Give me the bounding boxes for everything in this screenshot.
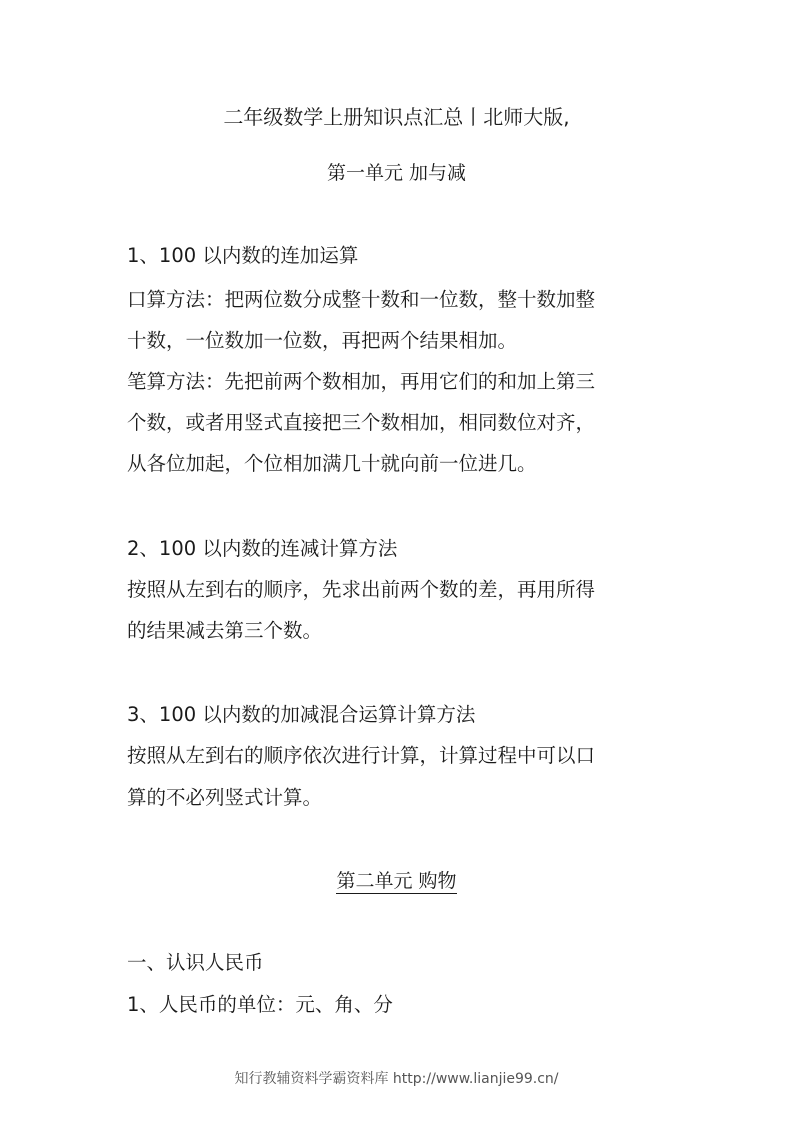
paragraph-line: 按照从左到右的顺序依次进行计算，计算过程中可以口 <box>127 744 596 767</box>
page-footer: 知行教辅资料学霸资料库 http://www.lianjie99.cn/ <box>234 1071 559 1087</box>
paragraph-line: 算的不必列竖式计算。 <box>127 786 323 809</box>
paragraph-line: 个数，或者用竖式直接把三个数相加，相同数位对齐， <box>127 411 596 434</box>
unit-2-heading-text: 第二单元 购物 <box>336 870 457 892</box>
paragraph-line: 的结果减去第三个数。 <box>127 619 323 642</box>
document-title: 二年级数学上册知识点汇总丨北师大版, <box>223 105 570 129</box>
section-1-heading: 1、100 以内数的连加运算 <box>127 244 359 267</box>
paragraph-line: 1、人民币的单位：元、角、分 <box>127 993 393 1016</box>
unit-1-heading: 第一单元 加与减 <box>326 162 467 184</box>
paragraph-line: 笔算方法：先把前两个数相加，再用它们的和加上第三 <box>127 370 596 393</box>
unit-2-section-1-heading: 一、认识人民币 <box>127 951 264 974</box>
unit-2-heading <box>0 866 793 896</box>
paragraph-line: 从各位加起，个位相加满几十就向前一位进几。 <box>127 452 537 475</box>
section-3-heading: 3、100 以内数的加减混合运算计算方法 <box>127 703 476 726</box>
paragraph-line: 按照从左到右的顺序，先求出前两个数的差，再用所得 <box>127 578 596 601</box>
section-2-heading: 2、100 以内数的连减计算方法 <box>127 537 398 560</box>
paragraph-line: 十数，一位数加一位数，再把两个结果相加。 <box>127 329 518 352</box>
paragraph-line: 口算方法：把两位数分成整十数和一位数，整十数加整 <box>127 288 596 311</box>
